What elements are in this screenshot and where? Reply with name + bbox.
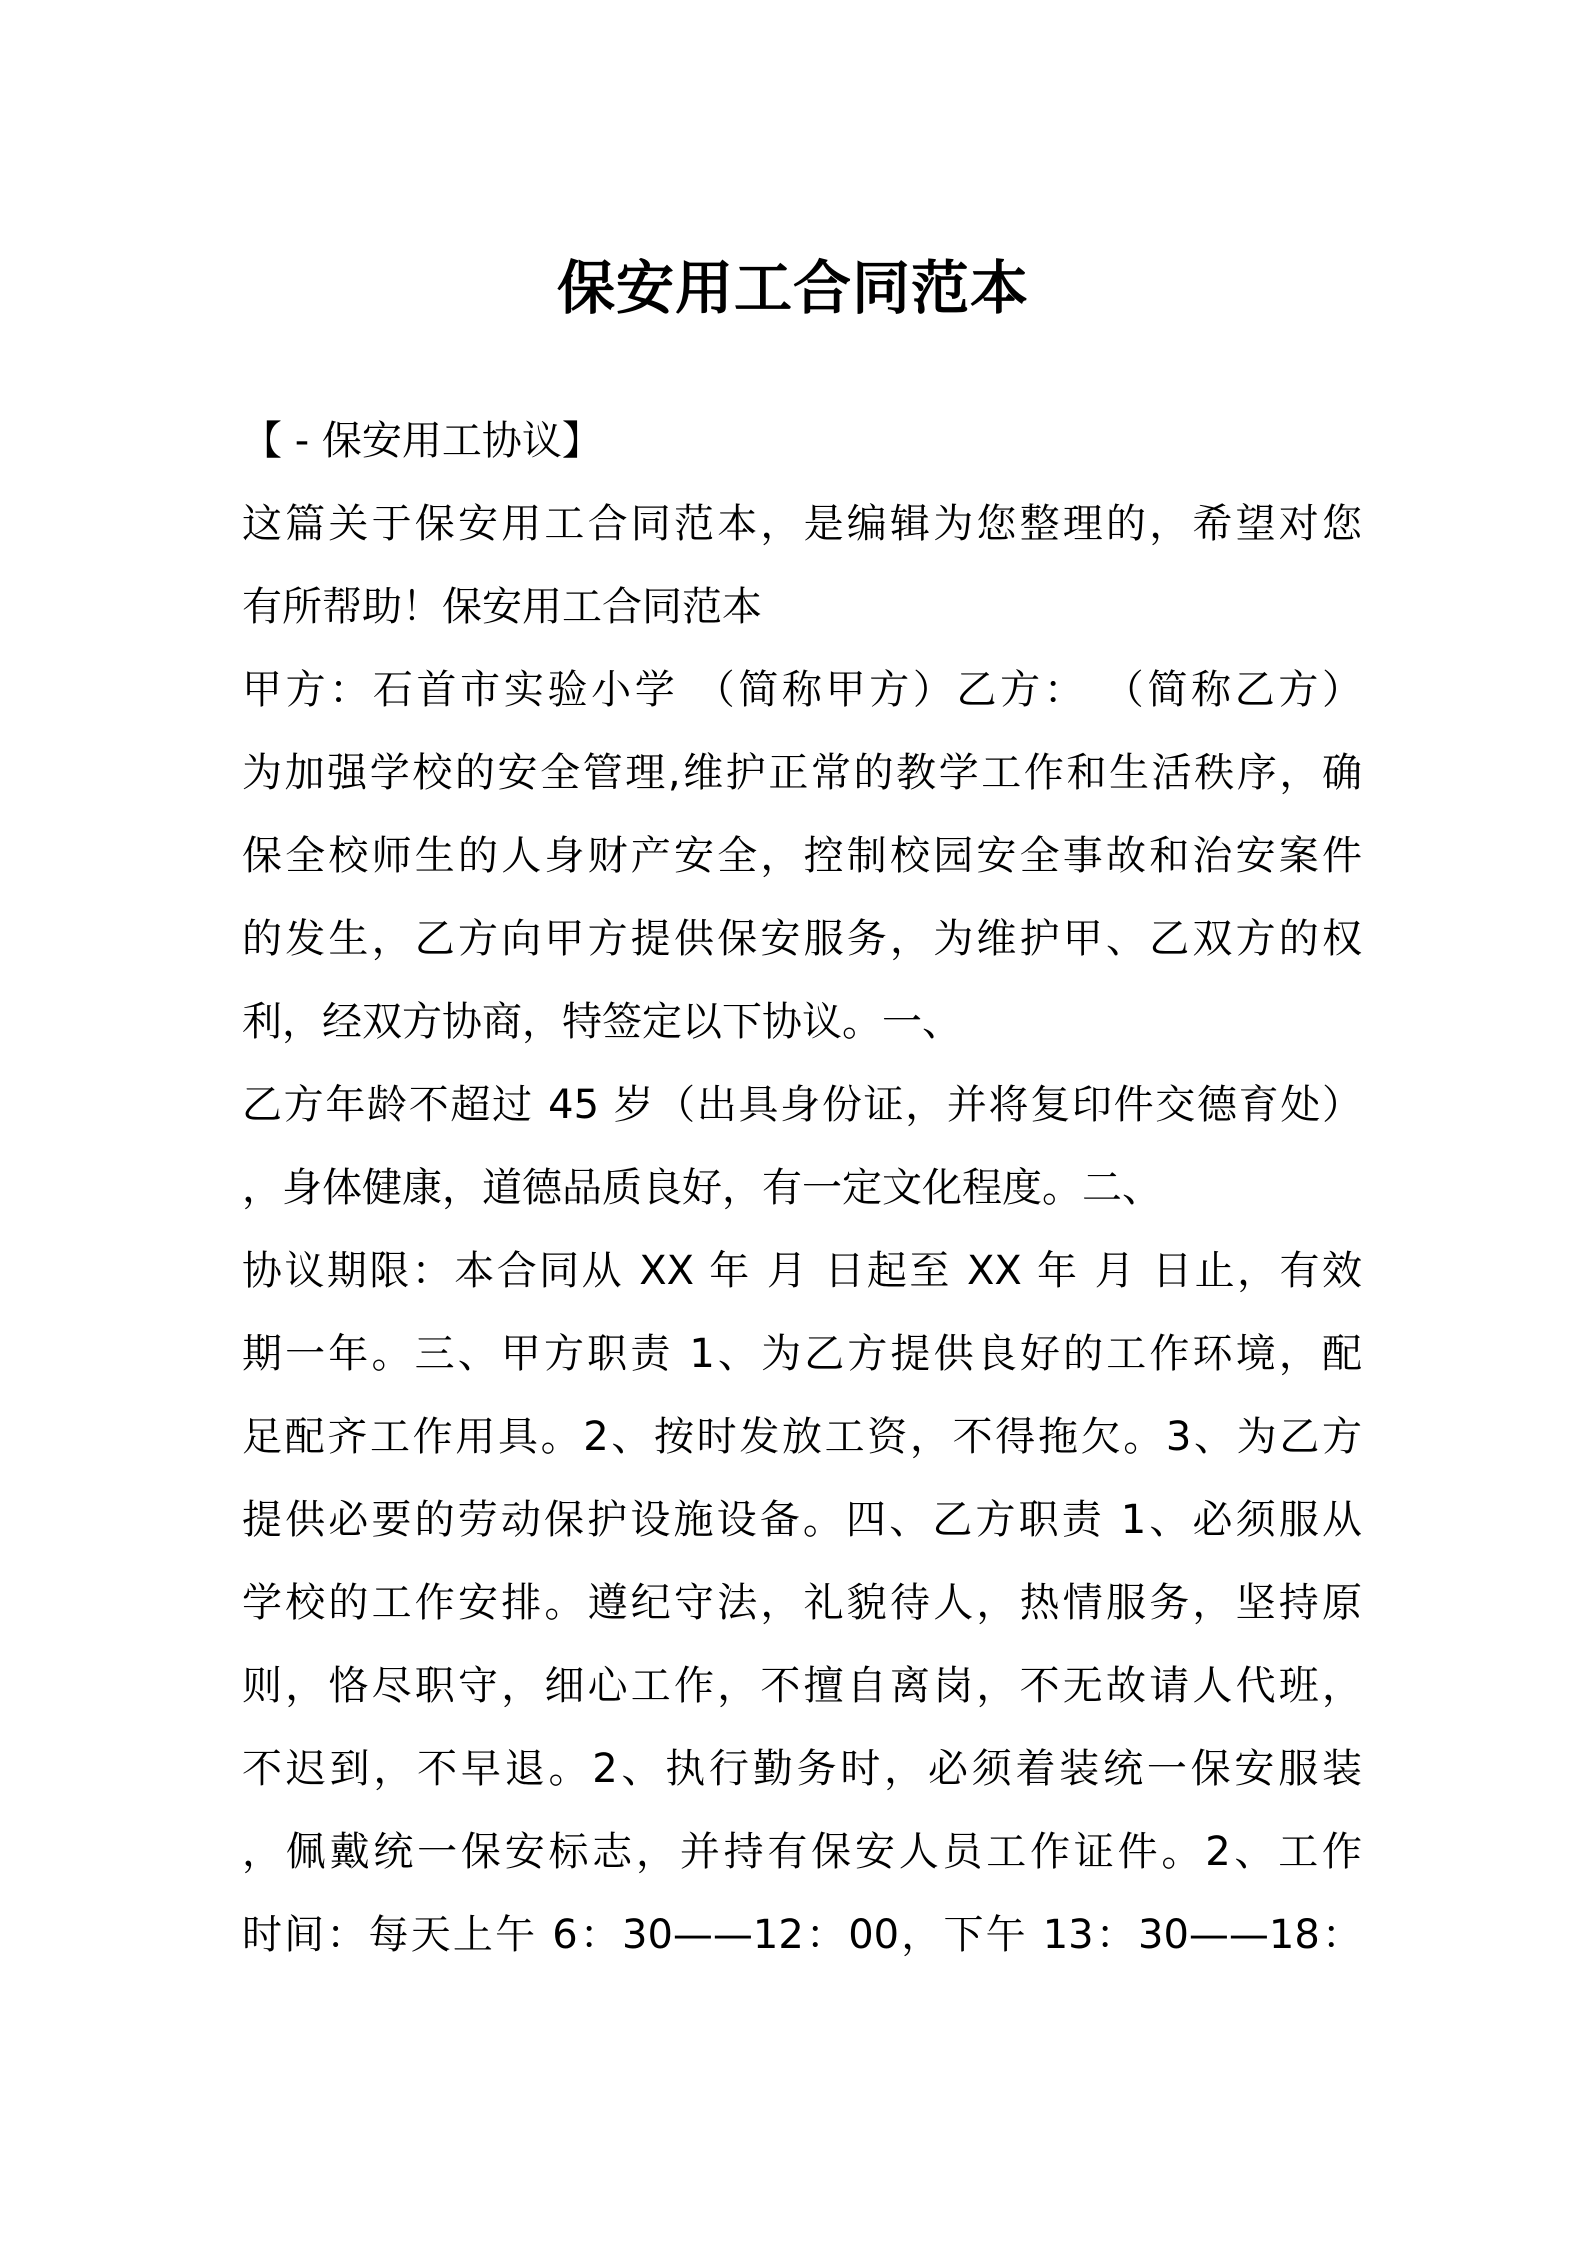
body-line: 利，经双方协商，特签定以下协议。一、: [242, 999, 962, 1045]
body-line: 时间：每天上午 6：30——12：00，下午 13：30——18：: [242, 1912, 1362, 1958]
body-line: 期一年。三、甲方职责 1、为乙方提供良好的工作环境，配: [242, 1331, 1362, 1377]
body-line: ，身体健康，道德品质良好，有一定文化程度。二、: [242, 1165, 1162, 1211]
body-line: 学校的工作安排。遵纪守法，礼貌待人，热情服务，坚持原: [242, 1580, 1362, 1626]
body-line: 的发生，乙方向甲方提供保安服务，为维护甲、乙双方的权: [242, 916, 1362, 962]
body-line: 提供必要的劳动保护设施设备。四、乙方职责 1、必须服从: [242, 1497, 1362, 1543]
document-title: 保安用工合同范本: [556, 254, 1029, 322]
document-body: [242, 400, 1362, 1977]
body-line: 不迟到，不早退。2、执行勤务时，必须着装统一保安服装: [242, 1746, 1362, 1792]
body-line: 这篇关于保安用工合同范本，是编辑为您整理的，希望对您: [242, 501, 1362, 547]
body-line: 协议期限：本合同从 XX 年 月 日起至 XX 年 月 日止，有效: [242, 1248, 1362, 1294]
section-label: 【 - 保安用工协议】: [242, 418, 602, 464]
body-line: 足配齐工作用具。2、按时发放工资，不得拖欠。3、为乙方: [242, 1414, 1362, 1460]
body-line: 为加强学校的安全管理,维护正常的教学工作和生活秩序，确: [242, 750, 1362, 796]
body-line: 乙方年龄不超过 45 岁（出具身份证，并将复印件交德育处）: [242, 1082, 1362, 1128]
body-line: 有所帮助！保安用工合同范本: [242, 584, 762, 630]
body-line: ，佩戴统一保安标志，并持有保安人员工作证件。2、工作: [242, 1829, 1362, 1875]
body-line: 保全校师生的人身财产安全，控制校园安全事故和治安案件: [242, 833, 1362, 879]
body-line: 甲方：石首市实验小学 （简称甲方）乙方： （简称乙方）: [242, 667, 1362, 713]
body-line: 则，恪尽职守，细心工作，不擅自离岗，不无故请人代班，: [242, 1663, 1362, 1709]
